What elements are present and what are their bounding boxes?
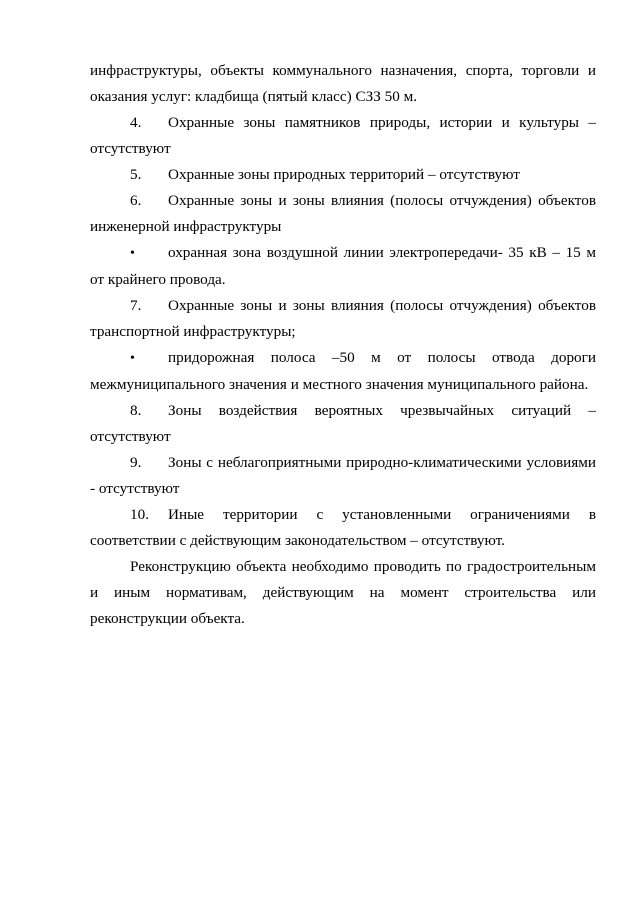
item-text: Охранные зоны и зоны влияния (полосы отчуждения) объектов транспортной инфраструктуры; bbox=[90, 297, 596, 340]
item-text: Охранные зоны и зоны влияния (полосы отчуждения) объектов инженерной инфраструктуры bbox=[90, 192, 596, 235]
list-item-5 bbox=[90, 162, 596, 188]
list-item-9 bbox=[90, 450, 596, 502]
list-item-bullet-power-line bbox=[90, 240, 596, 293]
item-text: Охранные зоны памятников природы, истории и культуры – отсутствуют bbox=[90, 114, 596, 157]
item-number: 6. bbox=[130, 192, 142, 209]
list-item-bullet-roadside bbox=[90, 345, 596, 398]
item-text: придорожная полоса –50 м от полосы отвода дороги межмуниципального значения и местного значения муниципального района. bbox=[90, 349, 596, 393]
item-text: охранная зона воздушной линии электропередачи- 35 кВ – 15 м от крайнего провода. bbox=[90, 244, 596, 288]
closing-paragraph: Реконструкцию объекта необходимо проводить по градостроительным и иным нормативам, действующим на момент строительства или реконструкции объекта. bbox=[90, 558, 596, 627]
list-item-8 bbox=[90, 398, 596, 450]
item-number: 5. bbox=[130, 166, 142, 183]
list-item-10 bbox=[90, 502, 596, 554]
item-text: Зоны с неблагоприятными природно-климатическими условиями - отсутствуют bbox=[90, 454, 596, 497]
list-item-4 bbox=[90, 110, 596, 162]
bullet-icon: • bbox=[130, 246, 135, 261]
continuation-paragraph: инфраструктуры, объекты коммунального назначения, спорта, торговли и оказания услуг: кладбища (пятый класс) СЗЗ 50 м. bbox=[90, 62, 596, 105]
list-item-7 bbox=[90, 293, 596, 345]
item-number: 9. bbox=[130, 454, 142, 471]
list-item-6 bbox=[90, 188, 596, 240]
item-number: 7. bbox=[130, 297, 142, 314]
item-text: Охранные зоны природных территорий – отсутствуют bbox=[168, 166, 520, 183]
item-number: 10. bbox=[130, 506, 149, 523]
item-text: Зоны воздействия вероятных чрезвычайных ситуаций – отсутствуют bbox=[90, 402, 596, 445]
document-page bbox=[90, 58, 596, 632]
bullet-icon: • bbox=[130, 351, 135, 366]
item-number: 4. bbox=[130, 114, 142, 131]
item-text: Иные территории с установленными ограничениями в соответствии с действующим законодательством – отсутствуют. bbox=[90, 506, 596, 549]
item-number: 8. bbox=[130, 402, 142, 419]
